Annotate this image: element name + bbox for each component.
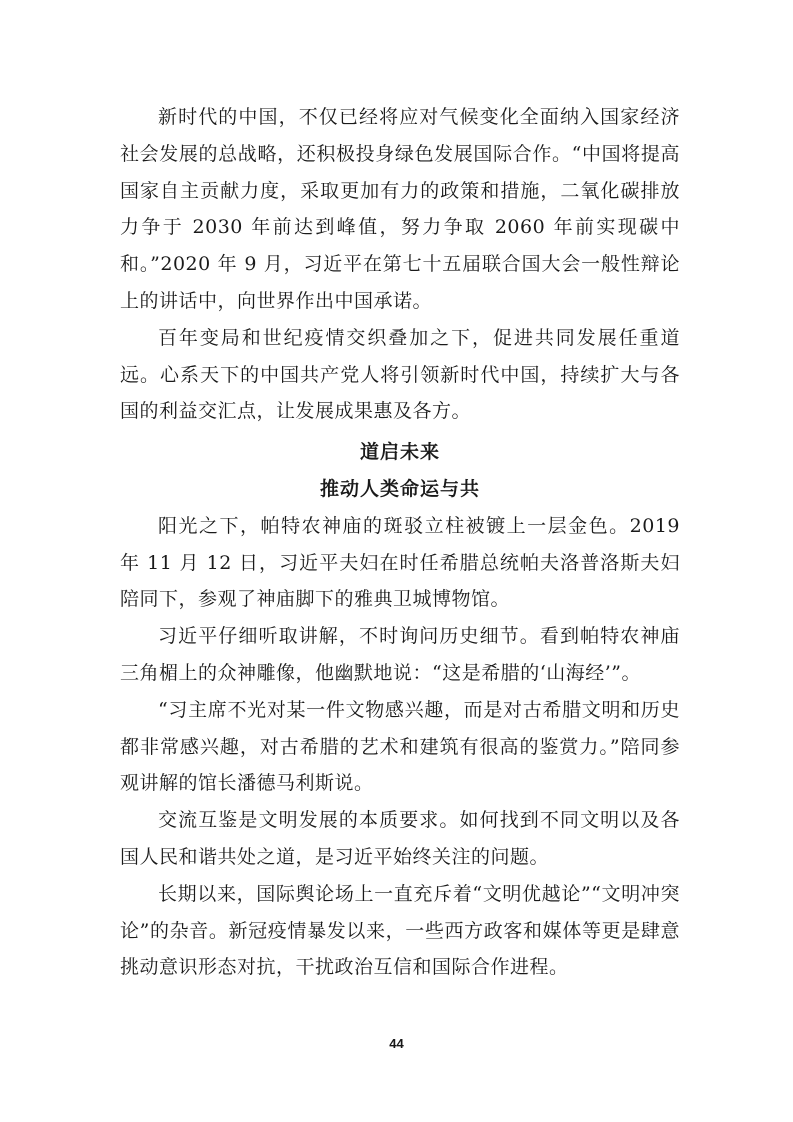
paragraph-parthenon: 阳光之下，帕特农神庙的斑驳立柱被镀上一层金色。2019 年 11 月 12 日，习近平夫妇在时任希腊总统帕夫洛普洛斯夫妇陪同下，参观了神庙脚下的雅典卫城博物馆。 [120,514,680,611]
section-title: 道启未来 [359,441,440,464]
section-subtitle: 推动人类命运与共 [319,477,480,500]
page-number: 44 [389,1036,404,1051]
paragraph-climate-commitment: 新时代的中国，不仅已经将应对气候变化全面纳入国家经济社会发展的总战略，还积极投身绿色发展国际合作。“中国将提高国家自主贡献力度，采取更加有力的政策和措施，二氧化碳排放力争于 2030 年前达到峰值，努力争取 2060 年前实现碳中和。”2020 年 9 月，习近平在第七十五届联合国大会一般性辩论上的讲话中，向世界作出中国承诺。 [120,106,680,312]
paragraph-noise: 长期以来，国际舆论场上一直充斥着“文明优越论”“文明冲突论”的杂音。新冠疫情暴发以来，一些西方政客和媒体等更是肆意挑动意识形态对抗，干扰政治互信和国际合作进程。 [120,882,680,979]
paragraph-listening: 习近平仔细听取讲解，不时询问历史细节。看到帕特农神庙三角楣上的众神雕像，他幽默地说：“这是希腊的‘山海经’”。 [120,625,680,684]
paragraph-exchange: 交流互鉴是文明发展的本质要求。如何找到不同文明以及各国人民和谐共处之道，是习近平始终关注的问题。 [120,809,680,868]
paragraph-curator-quote: “习主席不光对某一件文物感兴趣，而是对古希腊文明和历史都非常感兴趣，对古希腊的艺术和建筑有很高的鉴赏力。”陪同参观讲解的馆长潘德马利斯说。 [120,698,680,795]
section-heading [120,434,680,508]
paragraph-common-development: 百年变局和世纪疫情交织叠加之下，促进共同发展任重道远。心系天下的中国共产党人将引领新时代中国，持续扩大与各国的利益交汇点，让发展成果惠及各方。 [120,326,680,423]
document-body [120,99,680,986]
